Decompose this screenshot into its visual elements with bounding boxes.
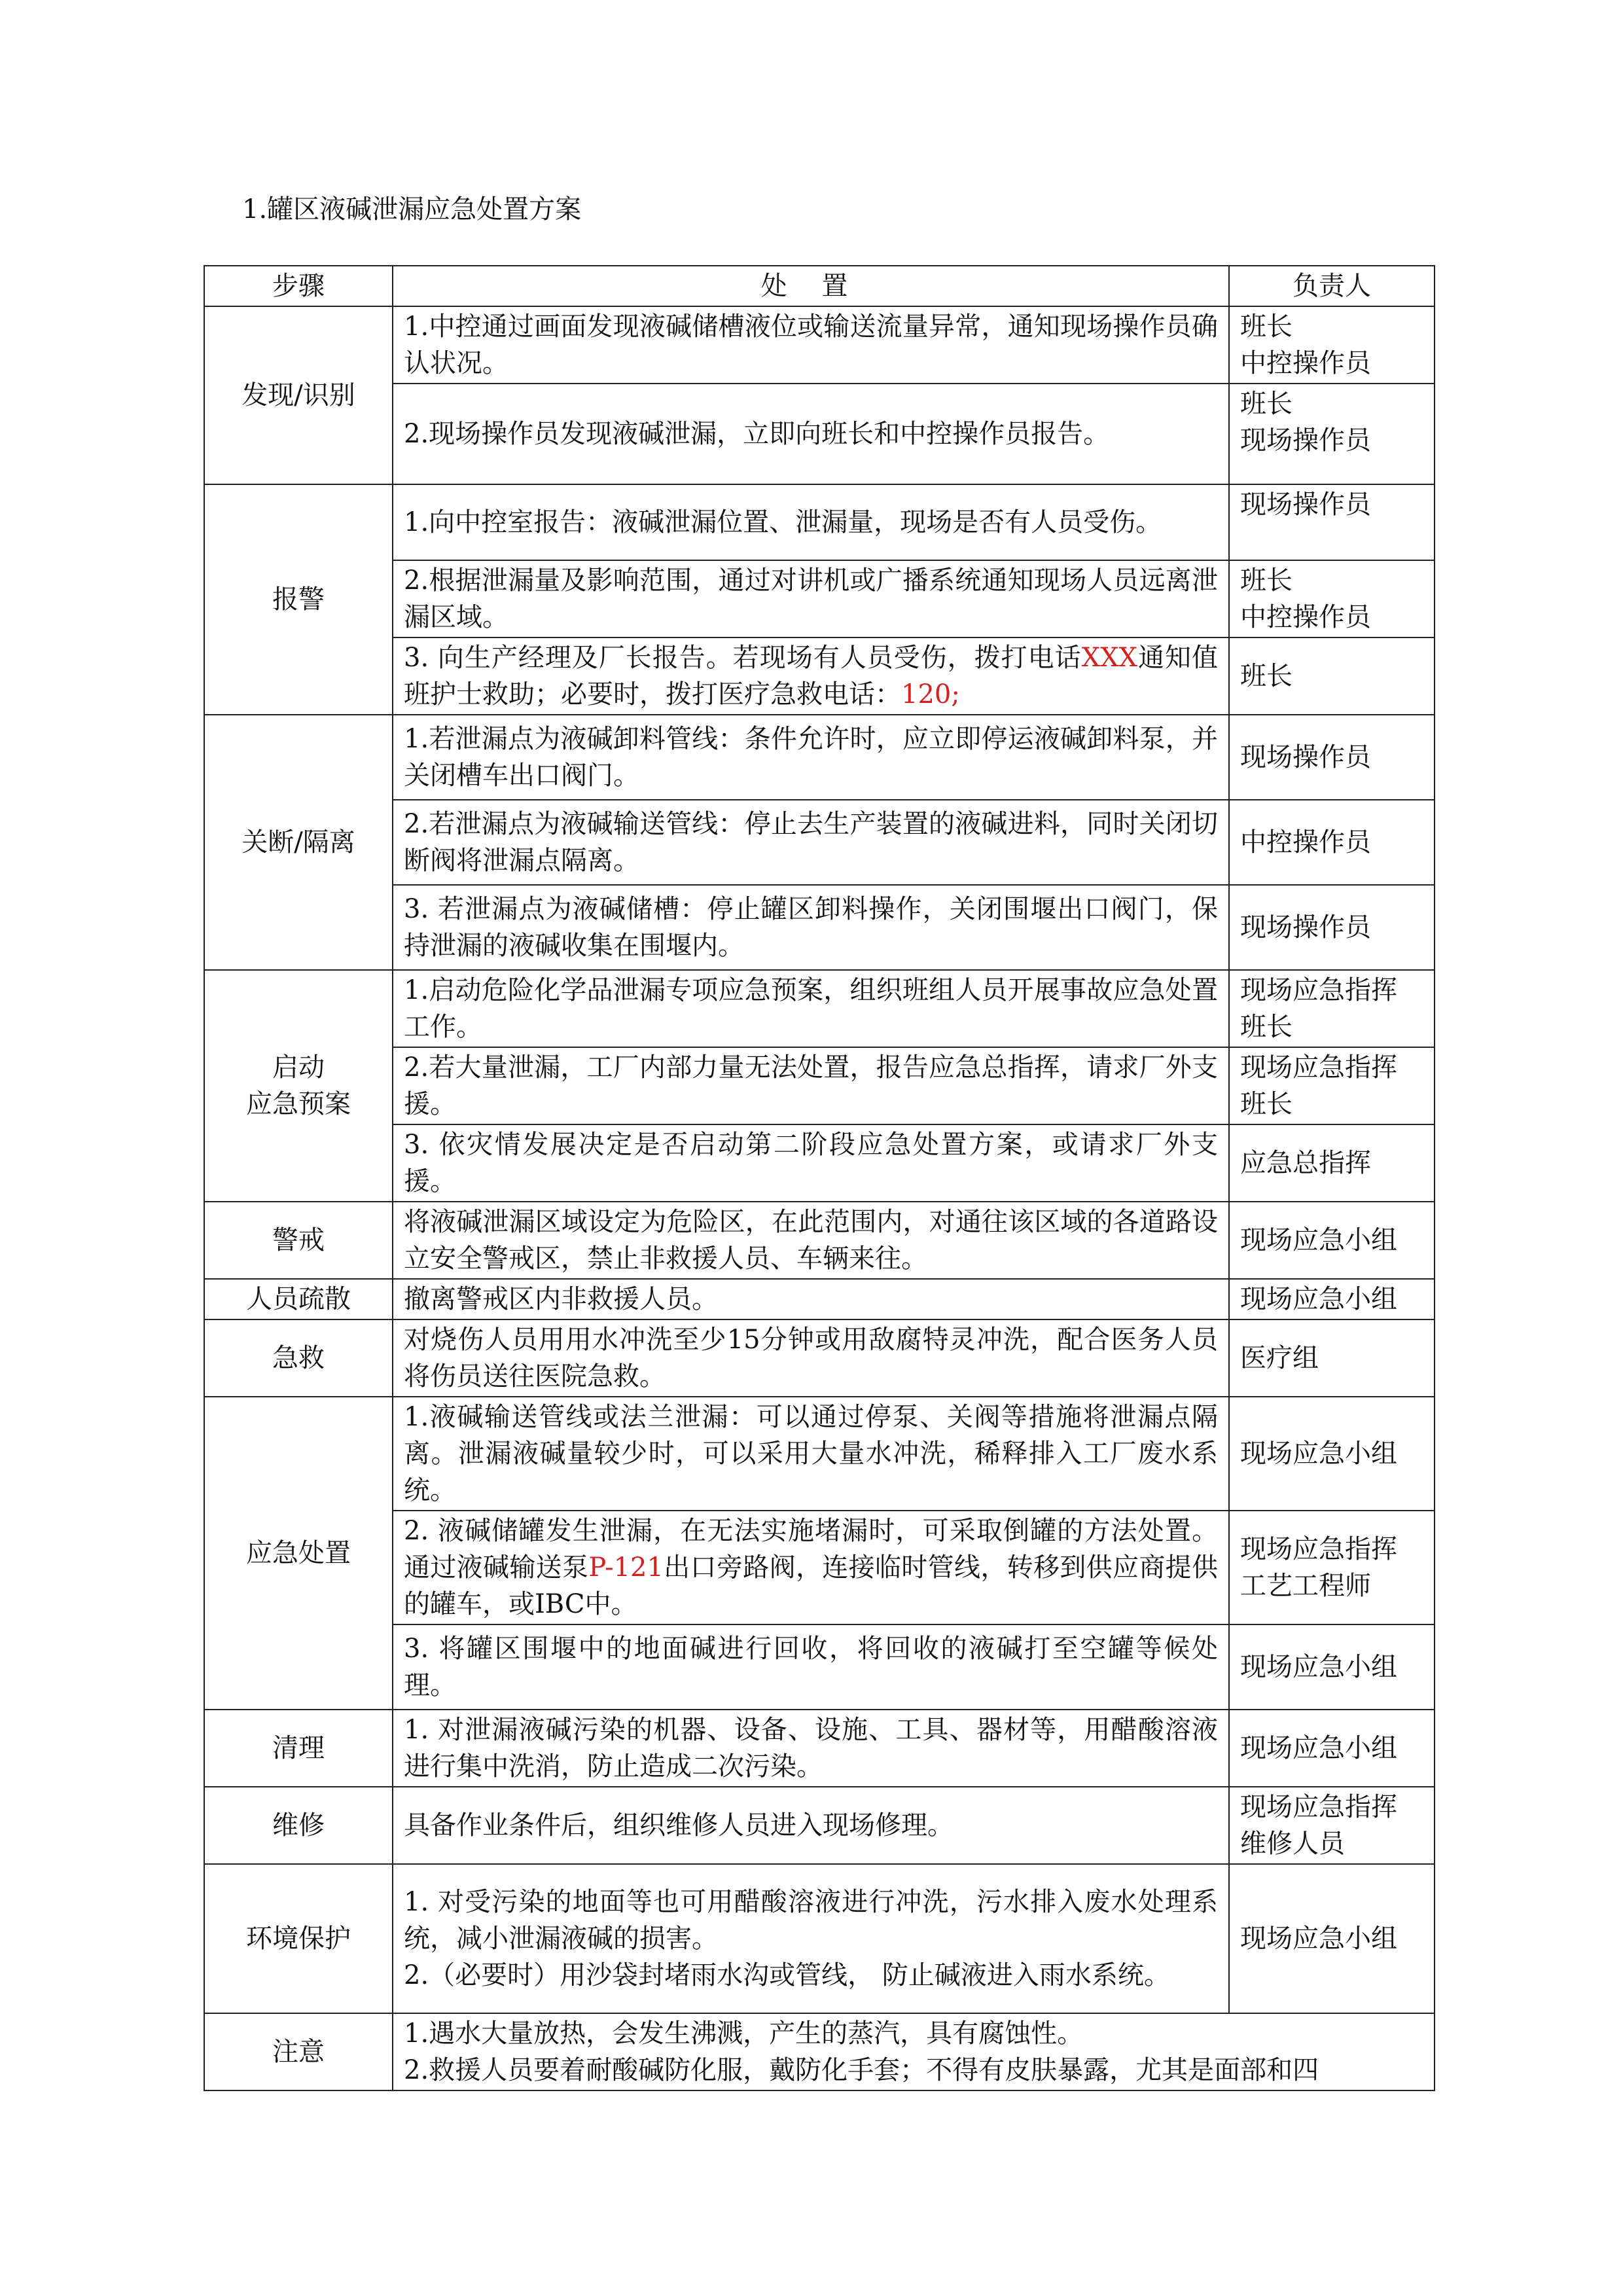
action-cell: 1.启动危险化学品泄漏专项应急预案，组织班组人员开展事故应急处置工作。	[393, 970, 1229, 1047]
action-cell: 3. 若泄漏点为液碱储槽：停止罐区卸料操作，关闭围堰出口阀门，保持泄漏的液碱收集在围堰内。	[393, 885, 1229, 970]
table-header-row	[204, 266, 1435, 306]
table-row	[204, 1319, 1435, 1397]
action-cell: 3. 将罐区围堰中的地面碱进行回收，将回收的液碱打至空罐等候处理。	[393, 1624, 1229, 1710]
step-name-line: 启动	[272, 1052, 325, 1083]
emergency-plan-table	[204, 265, 1435, 2091]
action-cell: 具备作业条件后，组织维修人员进入现场修理。	[393, 1787, 1229, 1864]
action-cell: 2.根据泄漏量及影响范围，通过对讲机或广播系统通知现场人员远离泄漏区域。	[393, 560, 1229, 637]
responsible-line: 现场应急指挥	[1240, 1534, 1397, 1564]
table-row	[204, 1279, 1435, 1319]
step-cell: 人员疏散	[204, 1279, 393, 1319]
action-paragraph: 1.遇水大量放热，会发生沸溅，产生的蒸汽，具有腐蚀性。	[404, 2018, 1084, 2049]
pump-tag: P-121	[588, 1552, 664, 1583]
action-cell: 撤离警戒区内非救援人员。	[393, 1279, 1229, 1319]
action-text: 3. 向生产经理及厂长报告。若现场有人员受伤，拨打电话	[404, 643, 1082, 673]
responsible-cell	[1229, 1047, 1435, 1124]
responsible-line: 工艺工程师	[1240, 1571, 1371, 1601]
action-cell	[393, 637, 1229, 715]
action-cell: 3. 依灾情发展决定是否启动第二阶段应急处置方案，或请求厂外支援。	[393, 1124, 1229, 1202]
table-row	[204, 484, 1435, 560]
step-cell: 警戒	[204, 1202, 393, 1279]
step-cell: 报警	[204, 484, 393, 715]
responsible-cell: 现场应急小组	[1229, 1279, 1435, 1319]
step-cell: 应急处置	[204, 1397, 393, 1710]
responsible-line: 班长	[1240, 389, 1293, 419]
step-cell	[204, 970, 393, 1202]
responsible-cell	[1229, 560, 1435, 637]
table-row	[204, 1864, 1435, 2013]
table-row	[204, 1710, 1435, 1787]
phone-placeholder: XXX	[1081, 643, 1138, 673]
action-cell: 2.若大量泄漏，工厂内部力量无法处置，报告应急总指挥，请求厂外支援。	[393, 1047, 1229, 1124]
action-cell: 1.中控通过画面发现液碱储槽液位或输送流量异常，通知现场操作员确认状况。	[393, 306, 1229, 384]
responsible-line: 现场应急指挥	[1240, 1792, 1397, 1822]
responsible-cell: 现场操作员	[1229, 885, 1435, 970]
responsible-cell: 应急总指挥	[1229, 1124, 1435, 1202]
header-action: 处 置	[393, 266, 1229, 306]
action-text: 通知值班护士救助；必要时，拨打医疗急救电话：	[404, 643, 1218, 709]
table-row	[204, 2013, 1435, 2090]
action-cell	[393, 1864, 1229, 2013]
step-cell: 发现/识别	[204, 306, 393, 484]
responsible-cell: 现场应急小组	[1229, 1710, 1435, 1787]
responsible-cell	[1229, 306, 1435, 384]
step-name-line: 应急预案	[246, 1089, 351, 1119]
action-cell: 2.若泄漏点为液碱输送管线：停止去生产装置的液碱进料，同时关闭切断阀将泄漏点隔离。	[393, 800, 1229, 885]
table-row	[204, 970, 1435, 1047]
responsible-line: 维修人员	[1240, 1829, 1345, 1859]
action-cell	[393, 2013, 1435, 2090]
responsible-line: 班长	[1240, 565, 1293, 596]
responsible-line: 班长	[1240, 1012, 1293, 1042]
action-cell: 1.液碱输送管线或法兰泄漏：可以通过停泵、关阀等措施将泄漏点隔离。泄漏液碱量较少时，可以采用大量水冲洗，稀释排入工厂废水系统。	[393, 1397, 1229, 1511]
responsible-cell: 现场应急小组	[1229, 1202, 1435, 1279]
action-cell	[393, 1511, 1229, 1624]
responsible-cell: 现场应急小组	[1229, 1864, 1435, 2013]
responsible-line: 现场应急指挥	[1240, 1052, 1397, 1083]
responsible-cell	[1229, 384, 1435, 484]
table-row	[204, 715, 1435, 800]
step-cell: 关断/隔离	[204, 715, 393, 970]
action-cell: 2.现场操作员发现液碱泄漏，立即向班长和中控操作员报告。	[393, 384, 1229, 484]
responsible-cell: 现场应急小组	[1229, 1624, 1435, 1710]
responsible-line: 现场操作员	[1240, 425, 1371, 456]
action-cell: 1.若泄漏点为液碱卸料管线：条件允许时，应立即停运液碱卸料泵，并关闭槽车出口阀门。	[393, 715, 1229, 800]
action-cell: 将液碱泄漏区域设定为危险区，在此范围内，对通往该区域的各道路设立安全警戒区，禁止非救援人员、车辆来往。	[393, 1202, 1229, 1279]
action-cell: 对烧伤人员用用水冲洗至少15分钟或用敌腐特灵冲洗，配合医务人员将伤员送往医院急救。	[393, 1319, 1229, 1397]
responsible-line: 中控操作员	[1240, 348, 1371, 378]
table-row	[204, 1397, 1435, 1511]
responsible-line: 班长	[1240, 1089, 1293, 1119]
header-step: 步骤	[204, 266, 393, 306]
responsible-cell: 现场操作员	[1229, 484, 1435, 560]
action-cell: 1.向中控室报告：液碱泄漏位置、泄漏量，现场是否有人员受伤。	[393, 484, 1229, 560]
action-cell: 1. 对泄漏液碱污染的机器、设备、设施、工具、器材等，用醋酸溶液进行集中洗消，防止造成二次污染。	[393, 1710, 1229, 1787]
responsible-cell	[1229, 970, 1435, 1047]
emergency-phone: 120;	[901, 679, 960, 709]
step-cell: 维修	[204, 1787, 393, 1864]
responsible-line: 中控操作员	[1240, 602, 1371, 632]
table-row	[204, 1787, 1435, 1864]
responsible-cell: 班长	[1229, 637, 1435, 715]
responsible-line: 现场应急指挥	[1240, 975, 1397, 1005]
action-text: 2. 液碱储罐发生泄漏，在无法实施堵漏时，可采取倒罐的方法处置。通过液碱输送泵	[404, 1516, 1218, 1583]
step-cell: 清理	[204, 1710, 393, 1787]
responsible-cell: 中控操作员	[1229, 800, 1435, 885]
action-paragraph: 2.（必要时）用沙袋封堵雨水沟或管线， 防止碱液进入雨水系统。	[404, 1960, 1170, 1990]
action-paragraph: 2.救援人员要着耐酸碱防化服，戴防化手套；不得有皮肤暴露，尤其是面部和四	[404, 2055, 1319, 2085]
step-cell: 环境保护	[204, 1864, 393, 2013]
responsible-line: 班长	[1240, 312, 1293, 342]
header-responsible: 负责人	[1229, 266, 1435, 306]
responsible-cell: 现场应急小组	[1229, 1397, 1435, 1511]
responsible-cell	[1229, 1787, 1435, 1864]
responsible-cell: 现场操作员	[1229, 715, 1435, 800]
table-row	[204, 1202, 1435, 1279]
step-cell: 注意	[204, 2013, 393, 2090]
responsible-cell	[1229, 1511, 1435, 1624]
action-text: 出口旁路阀，连接临时管线，转移到供应商提供的罐车，或IBC中。	[404, 1552, 1219, 1619]
action-paragraph: 1. 对受污染的地面等也可用醋酸溶液进行冲洗，污水排入废水处理系统，减小泄漏液碱的损害。	[404, 1887, 1218, 1954]
table-row	[204, 306, 1435, 384]
document-title: 1.罐区液碱泄漏应急处置方案	[242, 194, 582, 224]
step-cell: 急救	[204, 1319, 393, 1397]
responsible-cell: 医疗组	[1229, 1319, 1435, 1397]
